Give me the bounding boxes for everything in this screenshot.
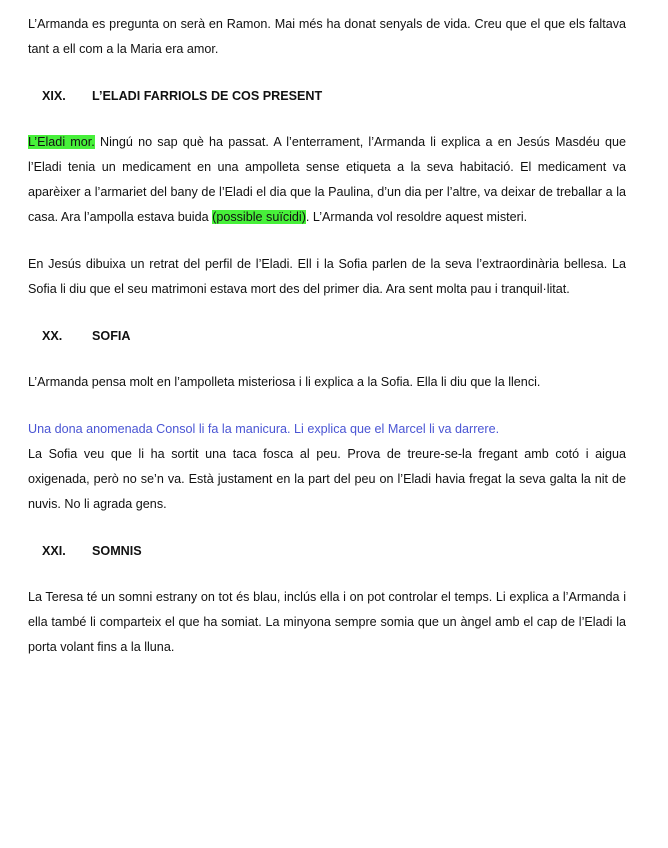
chapter-xix-paragraph-1 <box>28 130 626 230</box>
chapter-xxi-heading <box>28 541 626 561</box>
chapter-xxi-number: XXI. <box>42 544 66 558</box>
chapter-xx-paragraph-2-blue: Una dona anomenada Consol li fa la manicura. Li explica que el Marcel li va darrere. <box>28 422 500 436</box>
chapter-xx-paragraph-1: L’Armanda pensa molt en l’ampolleta misteriosa i li explica a la Sofia. Ella li diu que la llenci. <box>28 375 541 389</box>
chapter-xix-heading <box>28 86 626 106</box>
intro-paragraph: L’Armanda es pregunta on serà en Ramon. Mai més ha donat senyals de vida. Creu que el que els faltava tant a ell com a la Maria era amor. <box>28 17 626 56</box>
chapter-xix-paragraph-2: En Jesús dibuixa un retrat del perfil de l’Eladi. Ell i la Sofia parlen de la seva l’extraordinària bellesa. La Sofia li diu que el seu matrimoni estava mort des del primer dia. Ara sent molta pau i tranquil·litat. <box>28 257 626 296</box>
chapter-xx-title: SOFIA <box>92 329 131 343</box>
chapter-xix-p1-text-2: . L’Armanda vol resoldre aquest misteri. <box>305 210 528 224</box>
chapter-xxi-paragraph-1: La Teresa té un somni estrany on tot és blau, inclús ella i on pot controlar el temps. Li explica a l’Armanda i ella també li comparteix el que ha somiat. La minyona sempre somia que un àngel amb el cap de l’Eladi la porta volant fins a la lluna. <box>28 590 626 654</box>
chapter-xx-heading <box>28 326 626 346</box>
chapter-xix-p1-text-1: Ningú no sap què ha passat. A l’enterrament, l’Armanda li explica a en Jesús Masdéu que l’Eladi tenia un medicament en una ampolleta sense etiqueta a la seva habitació. El medicament va aparèixer a l’armariet del bany de l’Eladi el dia que la Paulina, d’un dia per l’altre, va deixar de treballar a la casa. Ara l’ampolla estava buida <box>28 135 626 224</box>
chapter-xx-paragraph-3: La Sofia veu que li ha sortit una taca fosca al peu. Prova de treure-se-la fregant amb cotó i aigua oxigenada, però no se’n va. Està justament en la part del peu on l’Eladi havia fregat la seva galta la nit de nuvis. No li agrada gens. <box>28 447 626 511</box>
highlight-eladi-mor: L’Eladi mor. <box>28 135 95 149</box>
chapter-xxi-title: SOMNIS <box>92 544 142 558</box>
chapter-xx-number: XX. <box>42 329 63 343</box>
highlight-possible-suicidi: (possible suïcidi) <box>212 210 306 224</box>
document-page <box>28 12 626 660</box>
chapter-xix-title: L’ELADI FARRIOLS DE COS PRESENT <box>92 89 323 103</box>
chapter-xix-number: XIX. <box>42 89 66 103</box>
